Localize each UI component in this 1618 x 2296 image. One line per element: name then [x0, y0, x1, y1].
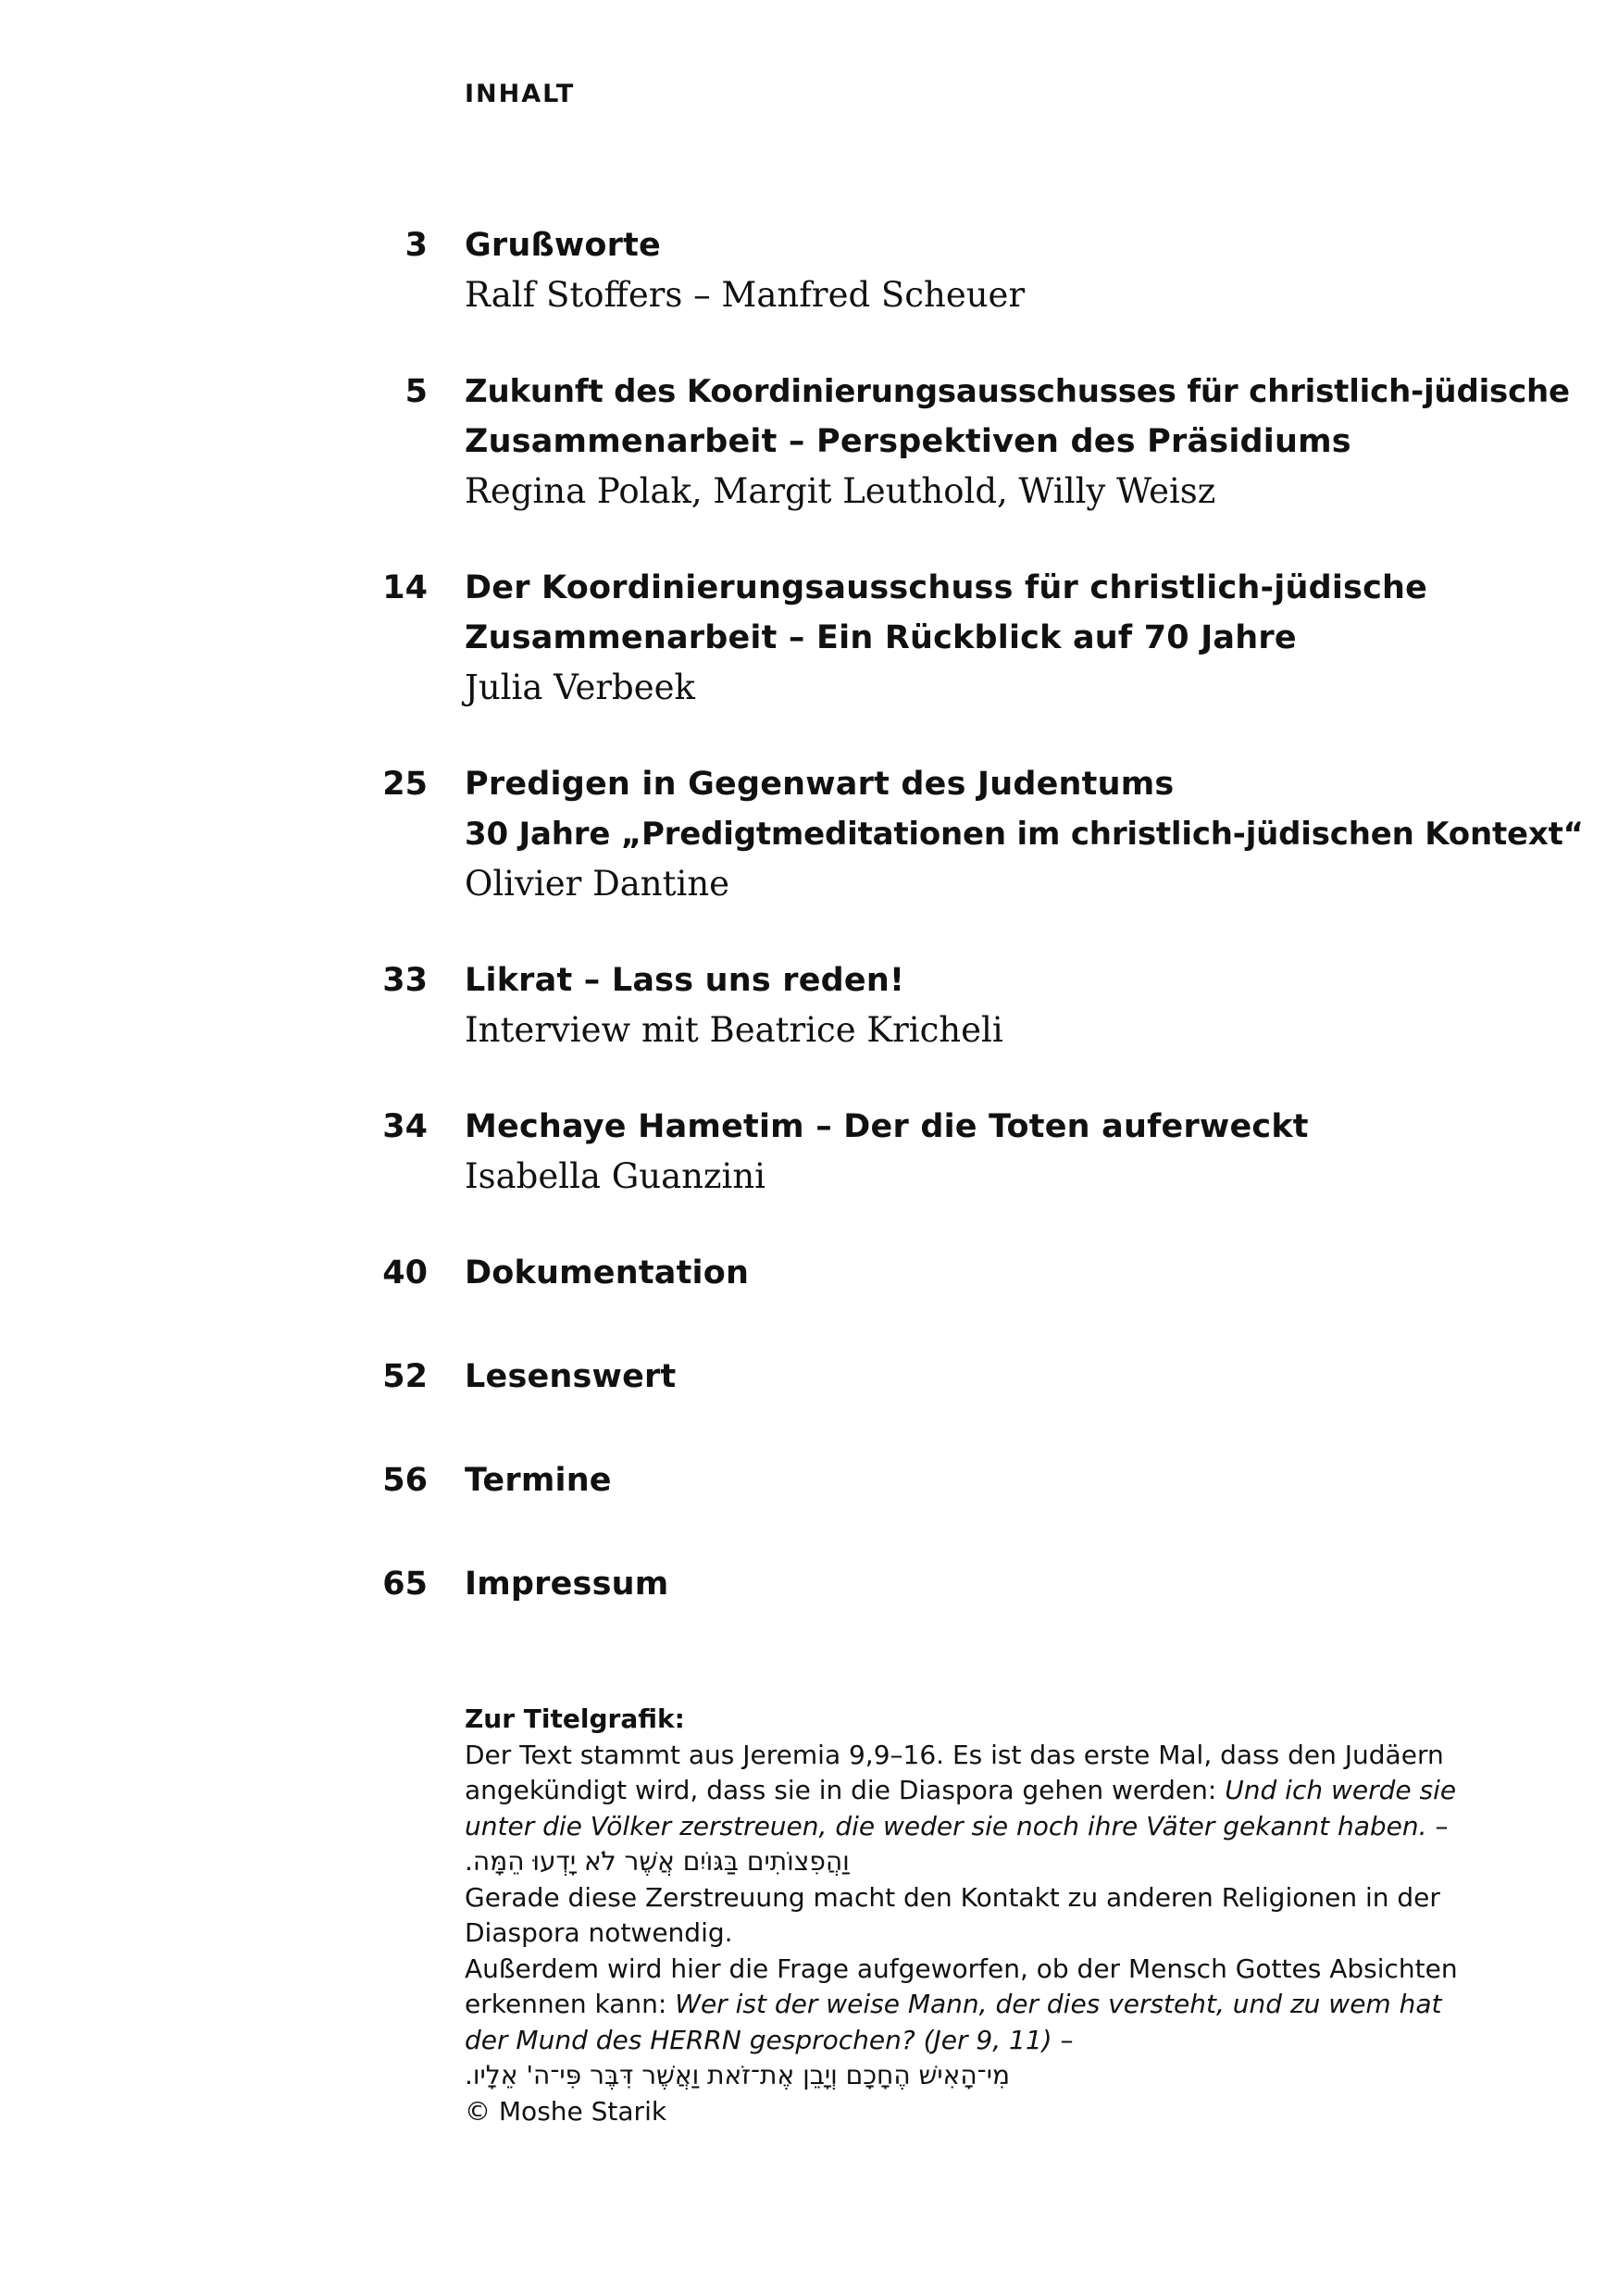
hebrew-quote	[465, 2058, 1464, 2094]
cover-note-paragraph	[465, 1738, 1464, 1845]
toc-entry[interactable]	[0, 1455, 1618, 1505]
hebrew-quote	[465, 1844, 1464, 1880]
toc-page-number: 3	[404, 227, 428, 264]
toc-page-number: 5	[404, 373, 428, 410]
page-title: INHALT	[465, 80, 576, 108]
bible-quote: Und ich werde sie unter die Völker zerstreuen, die weder sie noch ihre Väter gekannt haben. –	[465, 1775, 1457, 1841]
toc-title: Grußworte	[465, 227, 661, 264]
toc-entry[interactable]	[0, 1102, 1618, 1202]
cover-note-text: Außerdem wird hier die Frage aufgeworfen, ob der Mensch Gottes Absichten erkennen kann:	[465, 1953, 1458, 2019]
toc-title: Impressum	[465, 1566, 669, 1603]
toc-author: Isabella Guanzini	[465, 1156, 765, 1196]
cover-graphic-note	[465, 1702, 1464, 2129]
toc-title: Dokumentation	[465, 1254, 750, 1292]
toc-title: Mechaye Hametim – Der die Toten auferweckt	[465, 1108, 1309, 1145]
toc-author: Olivier Dantine	[465, 864, 730, 904]
toc-entry[interactable]	[0, 563, 1618, 713]
hebrew-quote-text: מִי־הָאִישׁ הֶחָכָם וְיָבֵן אֶת־זֹאת וַאֲשֶׁר דִּבֶּר פִּי־ה' אֵלָיו.	[465, 2060, 1011, 2090]
toc-title: Zukunft des Koordinierungsausschusses für christlich-jüdische	[465, 373, 1570, 410]
toc-entry[interactable]	[0, 220, 1618, 320]
toc-title: Der Koordinierungsausschuss für christlich-jüdische	[465, 569, 1428, 606]
toc-page-number: 40	[382, 1254, 428, 1292]
toc-page-number: 34	[382, 1108, 428, 1145]
hebrew-quote-text: וַהֲפִצוֹתִים בַּגּוֹיִם אֲשֶׁר לֹא יָדְעוּ הֵמָּה.	[465, 1846, 850, 1877]
toc-title: Lesenswert	[465, 1358, 677, 1395]
bible-quote: Wer ist der weise Mann, der dies versteht, und zu wem hat der Mund des HERRN gesprochen? (Jer 9, 11) –	[465, 1989, 1442, 2055]
toc-title: Zusammenarbeit – Ein Rückblick auf 70 Jahre	[465, 619, 1297, 656]
toc-author: Regina Polak, Margit Leuthold, Willy Weisz	[465, 471, 1216, 511]
table-of-contents	[0, 220, 1618, 1663]
toc-author: Interview mit Beatrice Kricheli	[465, 1010, 1003, 1050]
toc-entry[interactable]	[0, 955, 1618, 1055]
toc-page-number: 56	[382, 1462, 428, 1499]
toc-title: Predigen in Gegenwart des Judentums	[465, 766, 1175, 803]
toc-page-number: 25	[382, 766, 428, 803]
toc-entry[interactable]	[0, 1248, 1618, 1298]
toc-entry[interactable]	[0, 1352, 1618, 1402]
cover-note-paragraph	[465, 1952, 1464, 2059]
toc-page-number: 14	[382, 569, 428, 606]
cover-note-paragraph: Gerade diese Zerstreuung macht den Kontakt zu anderen Religionen in der Diaspora notwendig.	[465, 1881, 1440, 1948]
toc-page-number: 33	[382, 962, 428, 999]
toc-entry[interactable]	[0, 759, 1618, 909]
toc-page-number: 52	[382, 1358, 428, 1395]
image-credit: © Moshe Starik	[465, 2095, 667, 2127]
toc-title: Termine	[465, 1462, 612, 1499]
toc-entry[interactable]	[0, 367, 1618, 517]
toc-author: Ralf Stoffers – Manfred Scheuer	[465, 275, 1026, 315]
cover-note-heading: Zur Titelgrafik:	[465, 1703, 685, 1734]
toc-page-number: 65	[382, 1566, 428, 1603]
toc-author: Julia Verbeek	[465, 668, 695, 707]
toc-title: Zusammenarbeit – Perspektiven des Präsidiums	[465, 423, 1351, 460]
toc-entry[interactable]	[0, 1559, 1618, 1609]
toc-title: 30 Jahre „Predigtmeditationen im christlich-jüdischen Kontext“	[465, 816, 1584, 853]
toc-title: Likrat – Lass uns reden!	[465, 962, 905, 999]
cover-note-text: Der Text stammt aus Jeremia 9,9–16. Es ist das erste Mal, dass den Judäern angekündigt wird, dass sie in die Diaspora gehen werden:	[465, 1739, 1444, 1805]
